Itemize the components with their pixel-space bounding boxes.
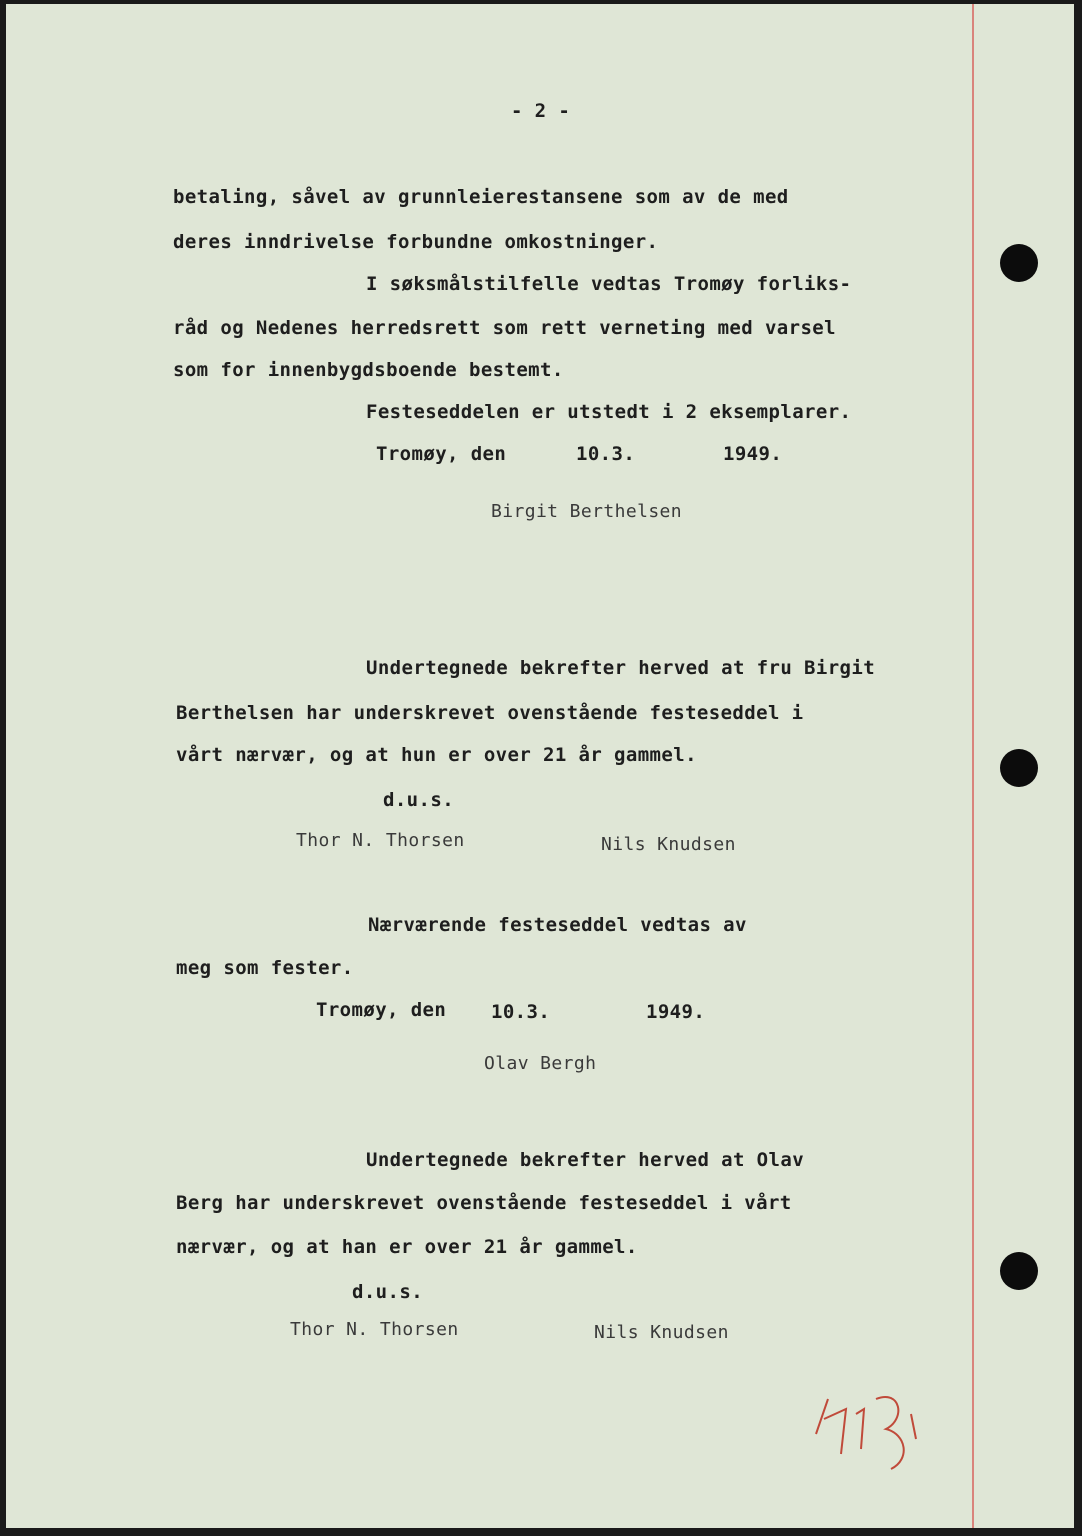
date-year: 1949. bbox=[646, 1001, 706, 1023]
text-line: betaling, såvel av grunnleierestansene som av de med bbox=[173, 186, 789, 208]
text-line: Berg har underskrevet ovenstående festeseddel i vårt bbox=[176, 1192, 792, 1214]
date-value: 10.3. bbox=[576, 443, 636, 465]
signature-name: Olav Bergh bbox=[484, 1053, 597, 1074]
document-page bbox=[6, 4, 1074, 1528]
date-value: 10.3. bbox=[491, 1001, 551, 1023]
text-line: meg som fester. bbox=[176, 957, 354, 979]
date-year: 1949. bbox=[723, 443, 783, 465]
witness-name: Nils Knudsen bbox=[601, 834, 736, 855]
text-line: deres inndrivelse forbundne omkostninger. bbox=[173, 231, 659, 253]
text-line: Nærværende festeseddel vedtas av bbox=[368, 914, 747, 936]
dus-label: d.u.s. bbox=[352, 1281, 424, 1303]
witness-name: Thor N. Thorsen bbox=[290, 1319, 459, 1340]
text-line: vårt nærvær, og at hun er over 21 år gammel. bbox=[176, 744, 697, 766]
signature-name: Birgit Berthelsen bbox=[491, 501, 683, 522]
punch-hole bbox=[1000, 749, 1038, 787]
text-line: I søksmålstilfelle vedtas Tromøy forliks- bbox=[366, 273, 852, 295]
dus-label: d.u.s. bbox=[383, 789, 455, 811]
margin-rule bbox=[972, 4, 974, 1528]
text-line: Undertegnede bekrefter herved at fru Birgit bbox=[366, 657, 876, 679]
witness-name: Thor N. Thorsen bbox=[296, 830, 465, 851]
witness-name: Nils Knudsen bbox=[594, 1322, 729, 1343]
text-line: Berthelsen har underskrevet ovenstående festeseddel i bbox=[176, 702, 804, 724]
date-place: Tromøy, den bbox=[376, 443, 507, 465]
punch-hole bbox=[1000, 244, 1038, 282]
date-place: Tromøy, den bbox=[316, 999, 447, 1021]
punch-hole bbox=[1000, 1252, 1038, 1290]
text-line: råd og Nedenes herredsrett som rett verneting med varsel bbox=[173, 317, 836, 339]
text-line: som for innenbygdsboende bestemt. bbox=[173, 359, 564, 381]
text-line: nærvær, og at han er over 21 år gammel. bbox=[176, 1236, 638, 1258]
page-number: - 2 - bbox=[511, 100, 571, 122]
text-line: Undertegnede bekrefter herved at Olav bbox=[366, 1149, 805, 1171]
pencil-mark bbox=[806, 1379, 936, 1479]
text-line: Festeseddelen er utstedt i 2 eksemplarer. bbox=[366, 401, 852, 423]
